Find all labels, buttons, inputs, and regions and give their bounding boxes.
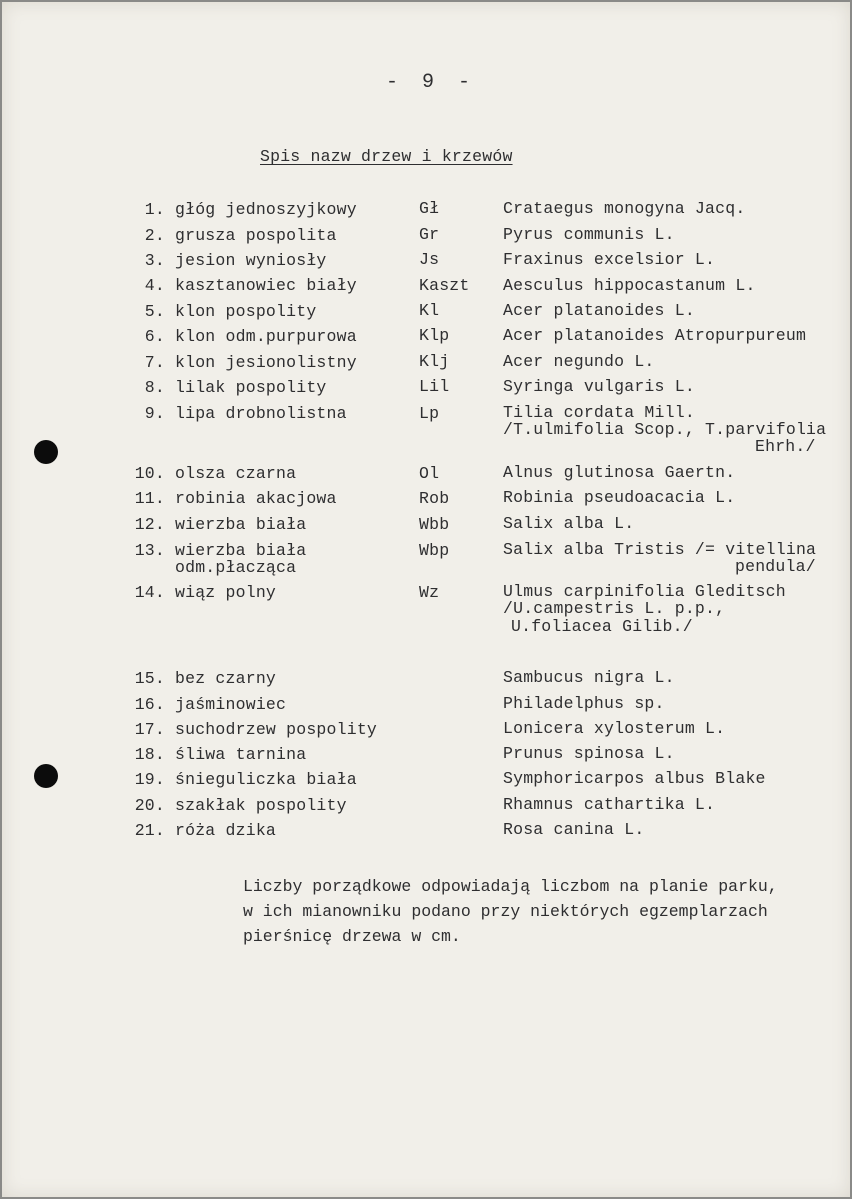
polish-name: śliwa tarnina [175,745,307,764]
polish-name: jaśminowiec [175,695,287,714]
polish-name: bez czarny [175,669,277,688]
footnote-line: Liczby porządkowe odpowiadają liczbom na planie parku, [243,877,778,896]
polish-name: róża dzika [175,821,277,840]
polish-name: jesion wyniosły [175,251,327,270]
latin-name: Rosa canina L. [503,820,645,839]
abbreviation: Js [419,250,440,269]
item-number: 15. [134,669,165,688]
footnote [243,874,778,949]
item-number: 7. [144,353,165,372]
latin-name: Rhamnus cathartika L. [503,795,716,814]
latin-name: Fraxinus excelsior L. [503,250,716,269]
latin-name: Acer platanoides L. [503,301,695,320]
latin-name: Salix alba Tristis /= vitellina [503,540,817,559]
item-number: 16. [134,695,165,714]
item-number: 18. [134,745,165,764]
latin-synonym: /U.campestris L. p.p., [503,599,726,618]
polish-name: grusza pospolita [175,226,337,245]
latin-name-variety: pendula/ [735,557,816,576]
item-number: 20. [134,796,165,815]
latin-synonym: /T.ulmifolia Scop., T.parvifolia [503,420,827,439]
item-number: 1. [144,200,165,219]
polish-name: suchodrzew pospolity [175,720,378,739]
punch-hole [34,764,58,788]
latin-name: Syringa vulgaris L. [503,377,695,396]
latin-name: Aesculus hippocastanum L. [503,276,756,295]
list-heading: Spis nazw drzew i krzewów [260,147,513,166]
item-number: 17. [134,720,165,739]
polish-name: klon odm.purpurowa [175,327,357,346]
polish-name: kasztanowiec biały [175,276,357,295]
item-number: 6. [144,327,165,346]
polish-name: szakłak pospolity [175,796,347,815]
abbreviation: Wbb [419,515,450,534]
polish-name: klon pospolity [175,302,317,321]
latin-name: Ulmus carpinifolia Gleditsch [503,582,786,601]
polish-name: wiąz polny [175,583,277,602]
footnote-line: w ich mianowniku podano przy niektórych egzemplarzach [243,902,768,921]
polish-name: śnieguliczka biała [175,770,357,789]
document-page [2,2,850,1197]
footnote-line: pierśnicę drzewa w cm. [243,927,461,946]
abbreviation: Kl [419,301,440,320]
item-number: 14. [134,583,165,602]
latin-name: Acer negundo L. [503,352,655,371]
abbreviation: Klp [419,326,450,345]
latin-name: Acer platanoides Atropurpureum [503,326,807,345]
polish-name: lilak pospolity [175,378,327,397]
latin-name: Philadelphus sp. [503,694,665,713]
latin-name: Salix alba L. [503,514,635,533]
abbreviation: Gr [419,225,440,244]
abbreviation: Gł [419,199,440,218]
latin-name: Alnus glutinosa Gaertn. [503,463,736,482]
abbreviation: Wz [419,583,440,602]
abbreviation: Klj [419,352,450,371]
item-number: 10. [134,464,165,483]
abbreviation: Kaszt [419,276,470,295]
item-number: 4. [144,276,165,295]
punch-hole [34,440,58,464]
abbreviation: Rob [419,489,450,508]
latin-name: Lonicera xylosterum L. [503,719,726,738]
abbreviation: Lp [419,404,440,423]
polish-name: wierzba biała [175,515,307,534]
latin-name: Pyrus communis L. [503,225,675,244]
item-number: 5. [144,302,165,321]
latin-name: Symphoricarpos albus Blake [503,769,766,788]
latin-synonym-author: Ehrh./ [755,437,816,456]
latin-name: Robinia pseudoacacia L. [503,488,736,507]
item-number: 19. [134,770,165,789]
polish-name: głóg jednoszyjkowy [175,200,357,219]
abbreviation: Wbp [419,541,450,560]
latin-name: Prunus spinosa L. [503,744,675,763]
latin-name: Tilia cordata Mill. [503,403,695,422]
abbreviation: Lil [419,377,450,396]
item-number: 8. [144,378,165,397]
latin-synonym: U.foliacea Gilib./ [511,617,693,636]
polish-name: wierzba biała [175,541,307,560]
latin-name: Sambucus nigra L. [503,668,675,687]
item-number: 9. [144,404,165,423]
polish-name-variety: odm.płacząca [175,558,297,577]
page-number: - 9 - [386,71,477,94]
abbreviation: Ol [419,464,440,483]
polish-name: olsza czarna [175,464,297,483]
latin-name: Crataegus monogyna Jacq. [503,199,746,218]
item-number: 12. [134,515,165,534]
item-number: 11. [134,489,165,508]
polish-name: klon jesionolistny [175,353,357,372]
item-number: 3. [144,251,165,270]
polish-name: robinia akacjowa [175,489,337,508]
item-number: 21. [134,821,165,840]
polish-name: lipa drobnolistna [175,404,347,423]
item-number: 2. [144,226,165,245]
item-number: 13. [134,541,165,560]
